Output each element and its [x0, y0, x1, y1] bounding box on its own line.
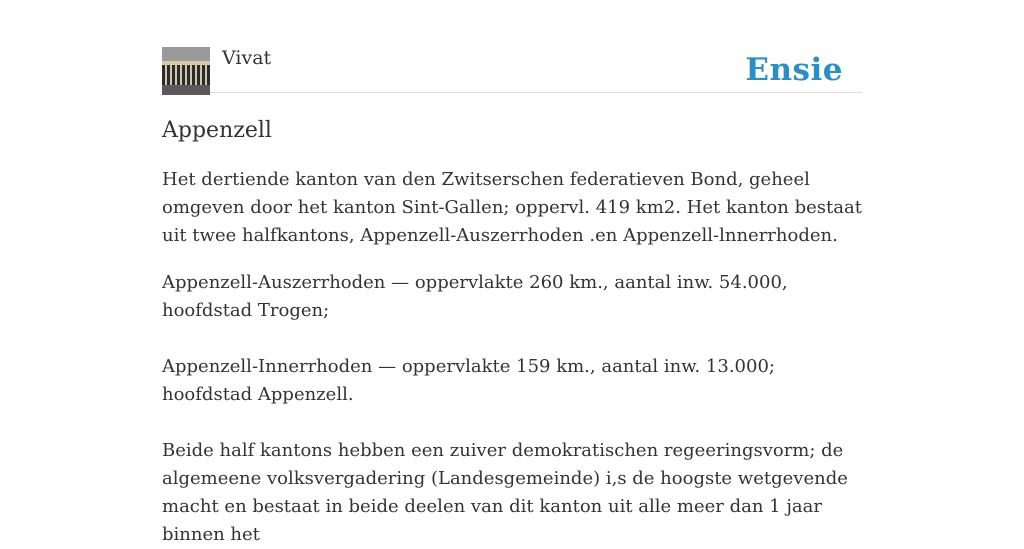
- author-name[interactable]: Vivat: [222, 47, 272, 69]
- article-paragraph: Het dertiende kanton van den Zwitserschen federatieven Bond, geheel omgeven door het kanton Sint-Gallen; oppervl. 419 km2. Het kanton bestaat uit twee halfkantons, Appenzell-Auszerrhoden .en Appenzell-lnnerrhoden.: [162, 169, 862, 246]
- article-paragraph: Appenzell-Auszerrhoden — oppervlakte 260 km., aantal inw. 54.000, hoofdstad Trogen;: [162, 272, 788, 321]
- avatar-image-icon: [162, 47, 210, 95]
- brand-logo[interactable]: Ensie: [745, 52, 843, 88]
- article-paragraph: Beide half kantons hebben een zuiver demokratischen regeeringsvorm; de algemeene volksvergadering (Landesgemeinde) i,s de hoogste wetgevende macht en bestaat in beide deelen van dit kanton uit alle meer dan 1 jaar binnen het: [162, 440, 848, 545]
- article: [162, 116, 867, 549]
- blank-line: [162, 409, 867, 437]
- page-title: Appenzell: [162, 118, 272, 143]
- blank-line: [162, 325, 867, 353]
- header: [162, 0, 862, 93]
- avatar[interactable]: [162, 47, 210, 95]
- article-paragraph: Appenzell-Innerrhoden — oppervlakte 159 km., aantal inw. 13.000; hoofdstad Appenzell.: [162, 356, 775, 405]
